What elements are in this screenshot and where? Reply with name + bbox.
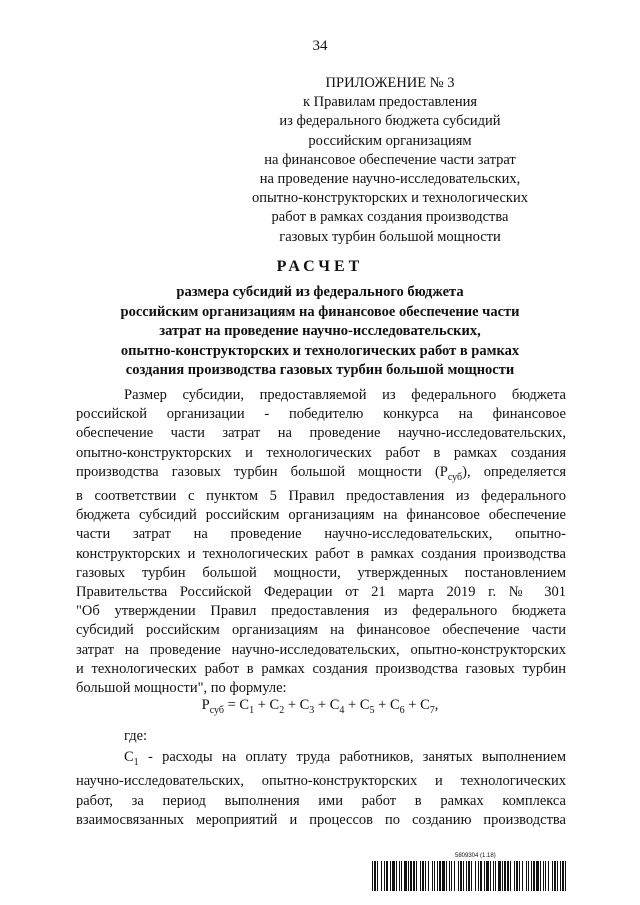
formula-lhs-subscript: суб (209, 704, 224, 716)
subtitle-line: затрат на проведение научно-исследовательских, (159, 323, 481, 340)
formula-term-subscript: 1 (249, 704, 255, 716)
body-line: бюджета субсидий российским организациям на финансовое обеспечение (76, 507, 566, 524)
subtitle-line: российским организациям на финансовое обеспечение части (120, 303, 520, 320)
formula-term-subscript: 2 (279, 704, 285, 716)
formula-plus: + (344, 697, 360, 713)
formula-plus: + (374, 697, 390, 713)
body-line: опытно-конструкторских и технологических работ в рамках создания (76, 444, 566, 461)
body-line: части затрат на проведение научно-исследовательских, опытно- (76, 526, 566, 543)
formula-plus: + (254, 697, 270, 713)
formula (0, 697, 640, 716)
formula-term-subscript: 3 (309, 704, 315, 716)
c1-line: работ, за период выполнения ими работ в рамках комплекса (76, 792, 566, 809)
body-line: обеспечение части затрат на проведение научно-исследовательских, (76, 425, 566, 442)
body-line-tail: ), определяется (462, 463, 566, 480)
c1-line: научно-исследовательских, опытно-конструкторских и технологических (76, 773, 566, 790)
appendix-line: газовых турбин большой мощности (279, 228, 501, 245)
formula-plus: + (314, 697, 330, 713)
formula-term-subscript: 6 (399, 704, 405, 716)
body-line: затрат на проведение научно-исследовательских, опытно-конструкторских (76, 641, 566, 658)
subtitle-line: создания производства газовых турбин большой мощности (125, 362, 515, 379)
body-line: Правительства Российской Федерации от 21 марта 2019 г. № 301 (76, 583, 566, 600)
body-paragraph (76, 386, 566, 698)
body-line: газовых турбин большой мощности, утвержденных постановлением (76, 564, 566, 581)
appendix-line: работ в рамках создания производства (271, 209, 509, 226)
formula-term: C (269, 697, 280, 713)
document-title: РАСЧЕТ (276, 258, 364, 275)
formula-term: C (389, 697, 400, 713)
formula-lhs: P (201, 697, 210, 713)
appendix-line: на проведение научно-исследовательских, (259, 171, 521, 188)
c1-definition (76, 748, 566, 831)
formula-end: , (434, 697, 439, 713)
c1-symbol: C (124, 749, 134, 765)
body-line: Размер субсидии, предоставляемой из федерального бюджета (124, 387, 566, 403)
where-label: где: (124, 728, 148, 744)
appendix-line: на финансовое обеспечение части затрат (264, 151, 516, 168)
formula-equals: = (223, 697, 240, 713)
subtitle-line: опытно-конструкторских и технологических работ в рамках (120, 342, 520, 359)
body-line: субсидий российским организациям на финансовое обеспечение части (76, 622, 566, 639)
formula-term: C (299, 697, 310, 713)
formula-term: C (329, 697, 340, 713)
formula-plus: + (284, 697, 300, 713)
body-line: российской организации - победителю конкурса на финансовое (76, 406, 566, 423)
c1-line: взаимосвязанных мероприятий и процессов по созданию производства (76, 812, 566, 829)
body-line: конструкторских и технологических работ в рамках создания производства (76, 545, 566, 562)
formula-term-subscript: 4 (339, 704, 345, 716)
c1-subscript: 1 (133, 756, 139, 768)
document-subtitle (60, 283, 580, 381)
page-number: 34 (312, 38, 328, 54)
body-line: в соответствии с пунктом 5 Правил предоставления из федерального (76, 487, 566, 504)
subtitle-line: размера субсидий из федерального бюджета (176, 284, 464, 300)
symbol-subscript: суб (447, 471, 463, 483)
body-line-text: производства газовых турбин большой мощности (P (76, 463, 448, 480)
body-line: большой мощности", по формуле: (76, 679, 287, 696)
c1-line-text: - расходы на оплату труда работников, занятых выполнением (138, 749, 566, 765)
c1-line-with-symbol (76, 748, 566, 772)
appendix-line: к Правилам предоставления (302, 94, 478, 111)
appendix-line: российским организациям (308, 132, 472, 149)
formula-plus: + (404, 697, 421, 713)
formula-term: C (359, 697, 370, 713)
formula-term: C (420, 697, 430, 713)
appendix-line: опытно-конструкторских и технологических (252, 190, 528, 207)
appendix-line: ПРИЛОЖЕНИЕ № 3 (325, 75, 455, 91)
formula-term-subscript: 5 (369, 704, 375, 716)
appendix-line: из федерального бюджета субсидий (279, 113, 501, 130)
barcode (372, 861, 566, 891)
body-line-with-symbol (76, 463, 566, 487)
formula-term-subscript: 7 (429, 704, 435, 716)
body-line: и технологических работ в рамках создания производства газовых турбин (76, 660, 566, 677)
formula-term: C (239, 697, 250, 713)
barcode-label: 5809304 (1.18) (455, 853, 496, 859)
body-line: "Об утверждении Правил предоставления из федерального бюджета (76, 603, 566, 620)
appendix-header (240, 74, 540, 247)
